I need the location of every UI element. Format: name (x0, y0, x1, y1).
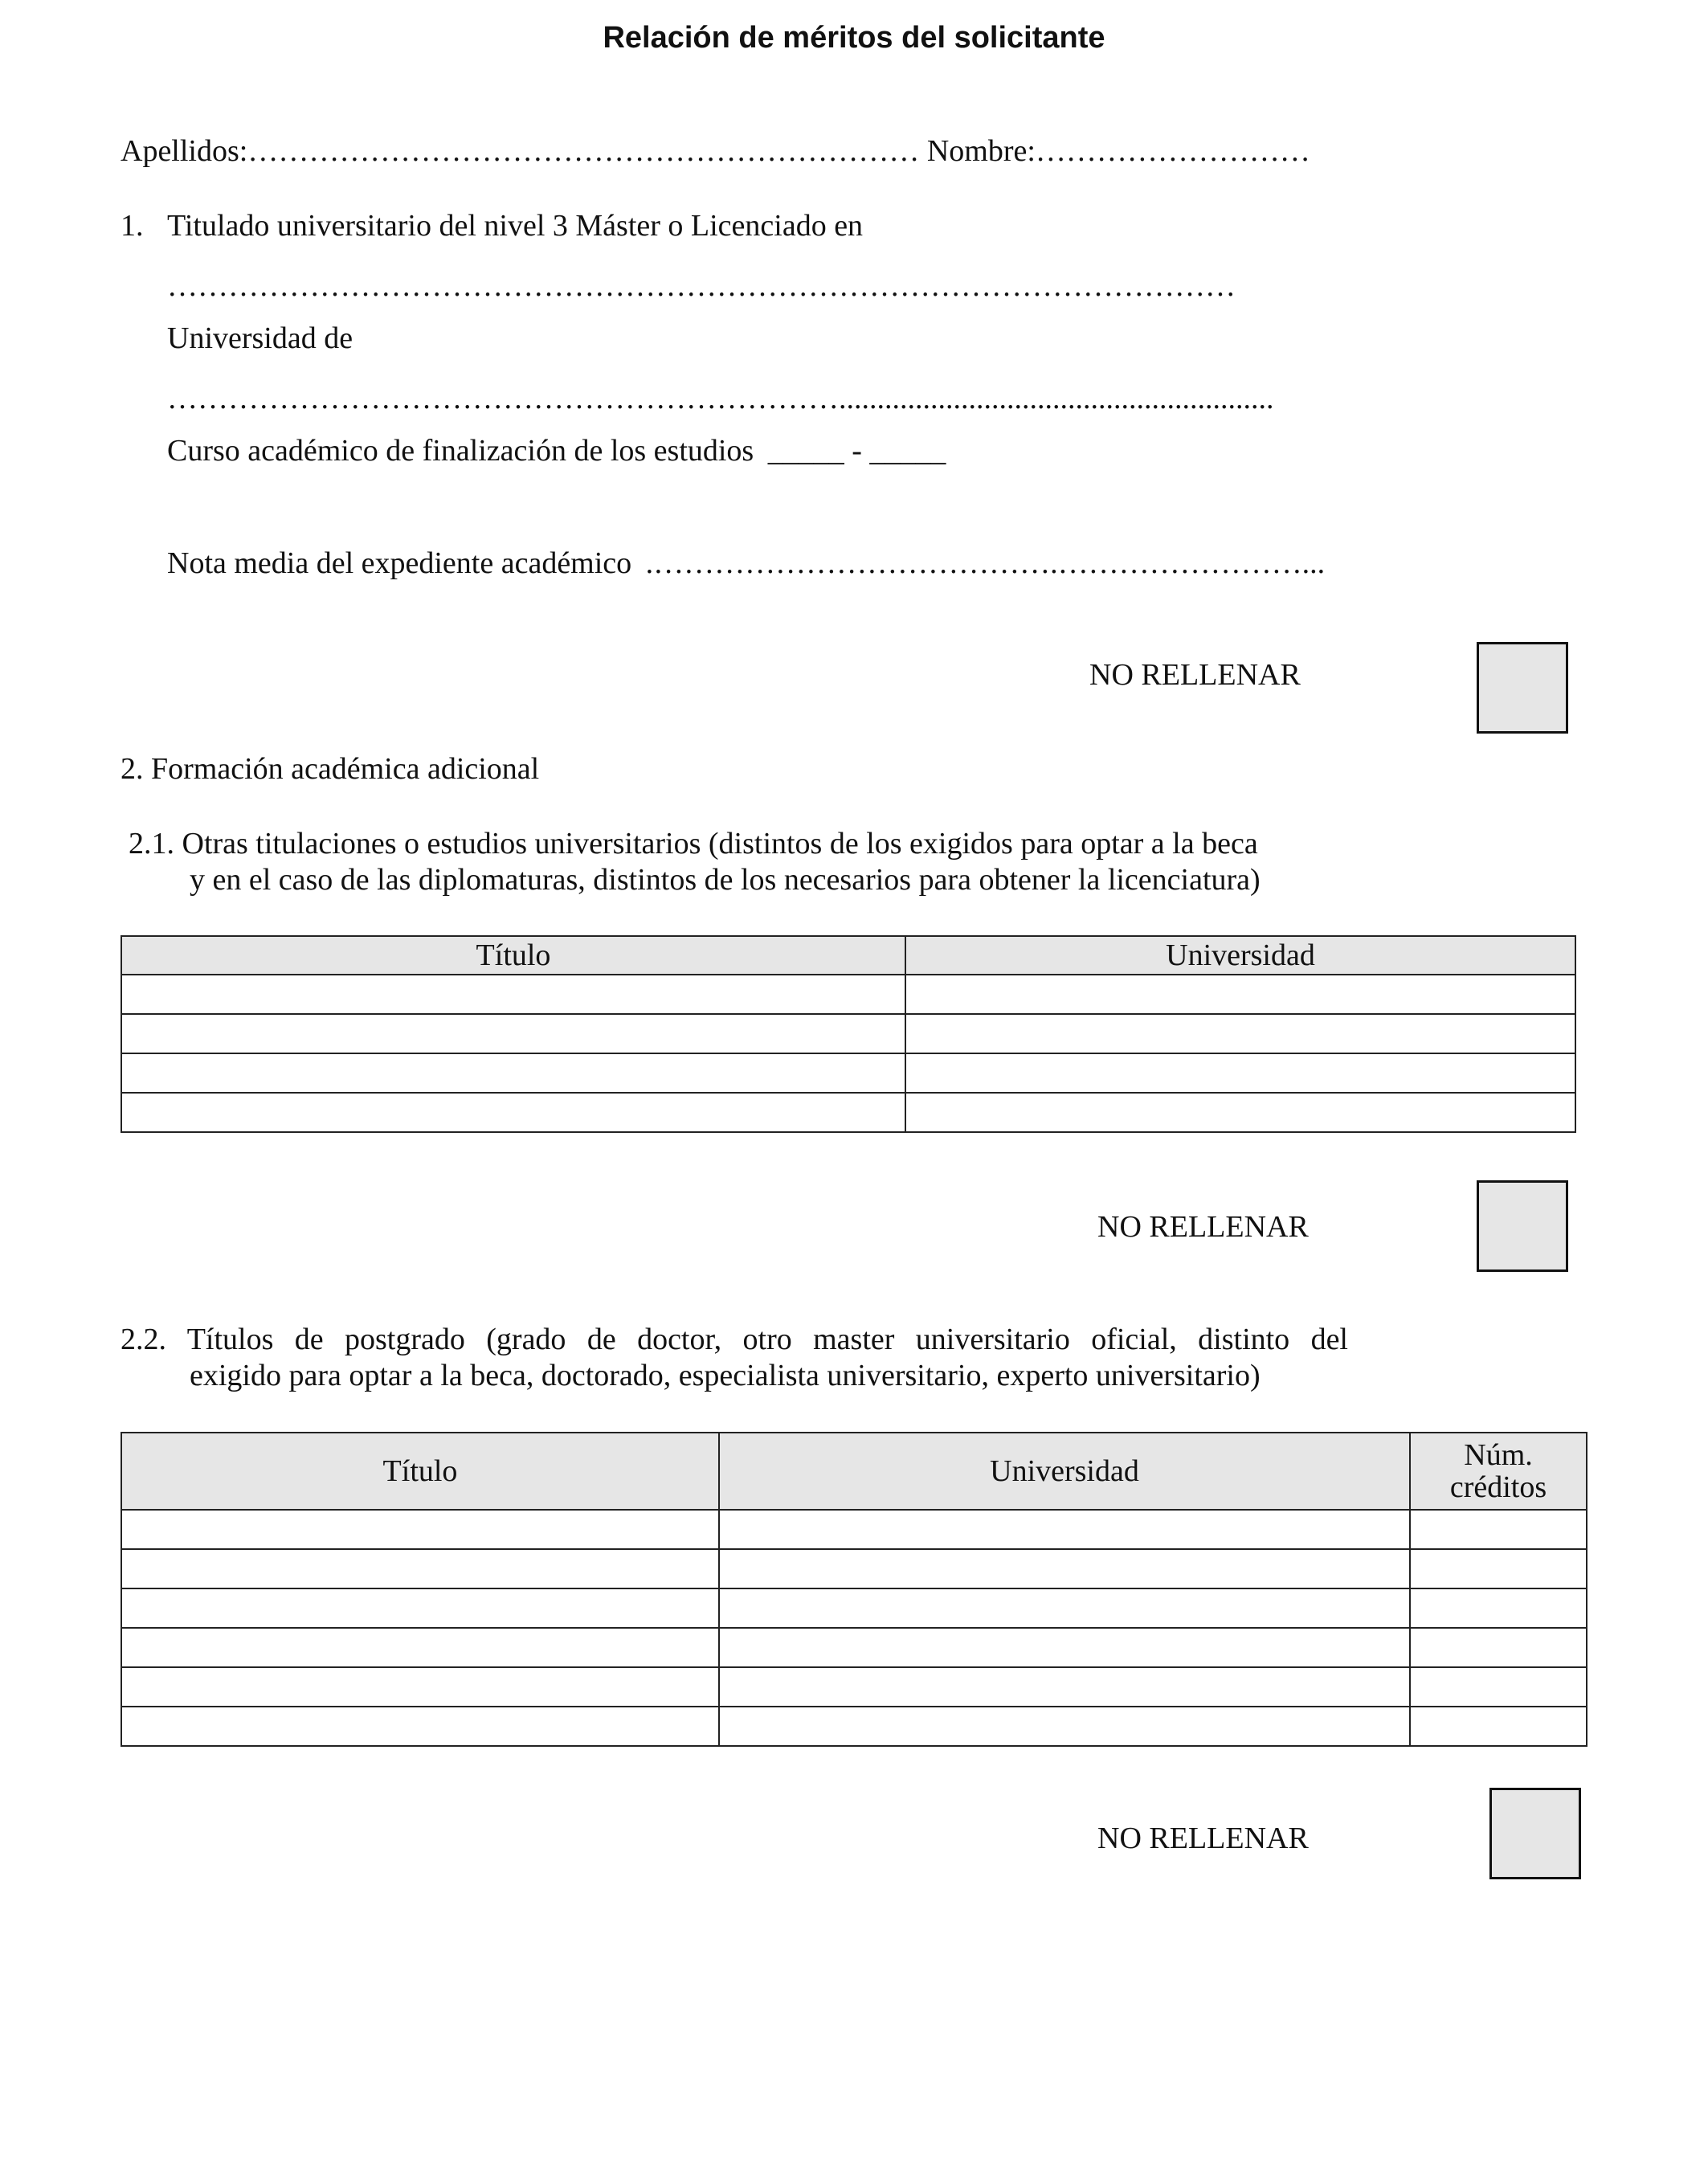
table-cell-creditos[interactable] (1410, 1510, 1587, 1549)
table-cell-titulo[interactable] (121, 975, 905, 1014)
degree-field[interactable]: …………………………………………………………………………………………… (167, 269, 1236, 303)
no-rellenar-box-2 (1477, 1180, 1568, 1272)
section-2-2-heading: 2.2. Títulos de postgrado (grado de doctor, otro master universitario oficial, distinto del (121, 1323, 1348, 1356)
nombre-field[interactable]: ……………………… (1035, 134, 1310, 168)
no-rellenar-label-3: NO RELLENAR (1097, 1821, 1309, 1855)
table-cell-creditos[interactable] (1410, 1628, 1587, 1667)
table-cell-titulo[interactable] (121, 1014, 905, 1053)
grade-line (167, 546, 1325, 581)
table-cell-titulo[interactable] (121, 1588, 719, 1628)
grade-label: Nota media del expediente académico (167, 546, 632, 580)
table-cell-universidad[interactable] (719, 1707, 1410, 1746)
column-header-universidad: Universidad (905, 936, 1575, 975)
no-rellenar-box-1 (1477, 642, 1568, 734)
no-rellenar-label-2: NO RELLENAR (1097, 1210, 1309, 1244)
table-postgrad-degrees (121, 1432, 1587, 1747)
column-header-creditos-line2: créditos (1449, 1470, 1547, 1504)
page-title: Relación de méritos del solicitante (603, 21, 1105, 55)
table-cell-creditos[interactable] (1410, 1667, 1587, 1707)
table-cell-creditos[interactable] (1410, 1588, 1587, 1628)
table-row (121, 1053, 1575, 1093)
table-cell-universidad[interactable] (905, 1014, 1575, 1053)
table-row (121, 1093, 1575, 1132)
table-cell-titulo[interactable] (121, 1093, 905, 1132)
university-label: Universidad de (167, 321, 353, 355)
table-cell-titulo[interactable] (121, 1053, 905, 1093)
table-cell-titulo[interactable] (121, 1549, 719, 1588)
table-row (121, 1588, 1587, 1628)
table-row (121, 975, 1575, 1014)
table-row (121, 1510, 1587, 1549)
table-cell-titulo[interactable] (121, 1667, 719, 1707)
no-rellenar-box-3 (1489, 1788, 1581, 1879)
section-2-2-heading-cont: exigido para optar a la beca, doctorado, especialista universitario, experto universitario) (190, 1359, 1261, 1392)
section-2-1-heading: 2.1. Otras titulaciones o estudios universitarios (distintos de los exigidos para optar a la beca (129, 827, 1258, 861)
apellidos-label: Apellidos: (121, 134, 248, 168)
grade-field[interactable]: .………………………………….……………………... (645, 546, 1326, 580)
table-row (121, 1707, 1587, 1746)
course-label: Curso académico de finalización de los estudios (167, 434, 754, 468)
apellidos-field[interactable]: ………………………………………………………… (247, 134, 920, 168)
table-cell-universidad[interactable] (905, 1053, 1575, 1093)
table-cell-titulo[interactable] (121, 1628, 719, 1667)
nombre-label: Nombre: (926, 134, 1036, 168)
table-row (121, 1014, 1575, 1053)
table-row (121, 1667, 1587, 1707)
no-rellenar-label-1: NO RELLENAR (1089, 658, 1301, 692)
table-cell-titulo[interactable] (121, 1707, 719, 1746)
table-cell-creditos[interactable] (1410, 1707, 1587, 1746)
table-cell-universidad[interactable] (719, 1628, 1410, 1667)
table-cell-universidad[interactable] (719, 1588, 1410, 1628)
column-header-universidad: Universidad (719, 1433, 1410, 1510)
table-cell-universidad[interactable] (719, 1510, 1410, 1549)
table-header-row (121, 1433, 1587, 1510)
column-header-titulo: Título (121, 1433, 719, 1510)
section-1-heading: Titulado universitario del nivel 3 Máster o Licenciado en (167, 209, 864, 243)
section-2-1-heading-cont: y en el caso de las diplomaturas, distintos de los necesarios para obtener la licenciatura) (190, 863, 1261, 897)
table-cell-universidad[interactable] (905, 1093, 1575, 1132)
section-2-heading: 2. Formación académica adicional (121, 752, 540, 786)
section-1-number: 1. (121, 209, 144, 243)
table-cell-universidad[interactable] (719, 1549, 1410, 1588)
course-line (167, 433, 946, 468)
column-header-creditos-line1: Núm. (1464, 1438, 1533, 1472)
name-line (121, 133, 1310, 169)
table-cell-titulo[interactable] (121, 1510, 719, 1549)
table-cell-universidad[interactable] (905, 975, 1575, 1014)
table-other-degrees (121, 935, 1576, 1133)
course-field[interactable]: _____ - _____ (767, 434, 946, 468)
table-header-row (121, 936, 1575, 975)
table-row (121, 1549, 1587, 1588)
table-cell-universidad[interactable] (719, 1667, 1410, 1707)
table-row (121, 1628, 1587, 1667)
column-header-creditos (1410, 1433, 1587, 1510)
column-header-titulo: Título (121, 936, 905, 975)
university-field[interactable]: …………………………………………………………......................................................... (167, 382, 1274, 415)
table-cell-creditos[interactable] (1410, 1549, 1587, 1588)
